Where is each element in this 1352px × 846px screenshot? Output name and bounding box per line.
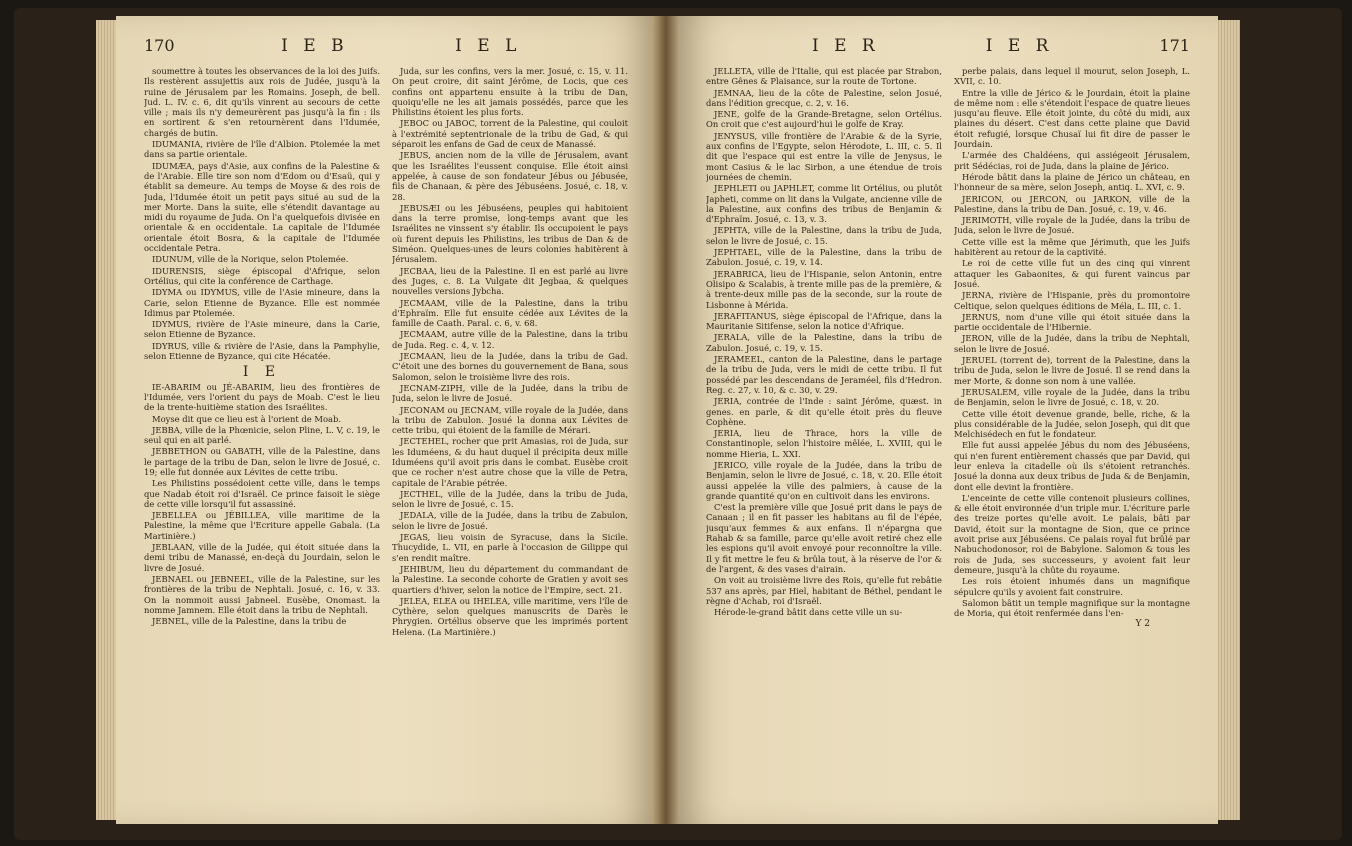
entry-paragraph: JERICO, ville royale de la Judée, dans la tribu de Benjamin, selon le livre de Josué, c. 18, v. 20. Elle étoit aussi appelée la ville des palmiers, à cause de la grande quantité qu'on en cultivoit dans les environs. — [706, 459, 942, 501]
entry-paragraph: JECTHEL, ville de la Judée, dans la tribu de Juda, selon le livre de Josué, c. 15. — [392, 488, 628, 510]
entry-paragraph: IDYMUS, rivière de l'Asie mineure, dans la Carie, selon Etienne de Byzance. — [144, 319, 380, 340]
entry-paragraph: Entre la ville de Jérico & le Jourdain, étoit la plaine de même nom : elle s'étendoit l'espace de quatre lieues jusqu'au fleuve. Elle étoit jointe, du côté du midi, aux plaines du désert. C'est dans cette plaine que David étoit refugié, lorsque Chusaï lui fit dire de passer le Jourdain. — [954, 87, 1190, 150]
left-running-head — [144, 36, 628, 62]
entry-paragraph: JENYSUS, ville frontière de l'Arabie & de la Syrie, aux confins de l'Egypte, selon Hérodote, L. III, c. 5. Il dit que l'espace qui est entre la ville de Jenysus, le mont Casius & le lac Sirbon, a une étendue de trois journées de chemin. — [706, 130, 942, 182]
entry-paragraph: Le roi de cette ville fut un des cinq qui vinrent attaquer les Gabaonites, & qui furent vaincus par Josué. — [954, 258, 1190, 289]
entry-paragraph: JERNUS, nom d'une ville qui étoit située dans la partie occidentale de l'Hibernie. — [954, 311, 1190, 333]
entry-paragraph: JERIA, lieu de Thrace, hors la ville de Constantinople, selon l'histoire mêlée, L. XVIII, qui le nomme Hieria, L. XXI. — [706, 428, 942, 459]
book-gutter — [652, 16, 680, 824]
entry-paragraph: JERIMOTH, ville royale de la Judée, dans la tribu de Juda, selon le livre de Josué. — [954, 215, 1190, 236]
header-right: I E R — [985, 36, 1054, 56]
entry-paragraph: JEMNAA, lieu de la côte de Palestine, selon Josué, dans l'édition grecque, c. 2, v. 16. — [706, 87, 942, 108]
entry-paragraph: Les Philistins possédoient cette ville, dans le temps que Nadab étoit roi d'Israël. Ce prince faisoit le siège de cette ville lorsqu'il fut assassiné. — [144, 478, 380, 509]
entry-paragraph: IE-ABARIM ou JÉ-ABARIM, lieu des frontières de l'Idumée, vers l'orient du pays de Moab. C'est le lieu de la trente-huitième station des Israélites. — [144, 381, 380, 413]
entry-paragraph: Les rois étoient inhumés dans un magnifique sépulcre qu'ils y avoient fait construire. — [954, 576, 1190, 597]
entry-paragraph: JECTEHEL, rocher que prit Amasias, roi de Juda, sur les Iduméens, & du haut duquel il précipita deux mille Iduméens qu'il avoit pris dans le combat. Eusèbe croit que ce rocher n'est autre chose que la ville de Petra, capitale de l'Arabie pétrée. — [392, 436, 628, 488]
entry-paragraph: IDURENSIS, siège épiscopal d'Afrique, selon Ortélius, qui cite la conférence de Carthage. — [144, 265, 380, 286]
entry-paragraph: JEBUSÆI ou les Jébuséens, peuples qui habitoient dans la terre promise, long-temps avant que les Israélites ne vinssent s'y établir. Ils occupoient le pays où furent depuis les Philistins, les tribus de Dan & de Siméon. Quelques-unes de leurs colonies habitèrent à Jérusalem. — [392, 202, 628, 265]
entry-paragraph: JECMAAM, autre ville de la Palestine, dans la tribu de Juda. Reg. c. 4, v. 12. — [392, 329, 628, 350]
entry-paragraph: JERAFITANUS, siège épiscopal de l'Afrique, dans la Mauritanie Sitifense, selon la notice d'Afrique. — [706, 310, 942, 332]
entry-paragraph: Salomon bâtit un temple magnifique sur la montagne de Moria, qui étoit renfermée dans l'en- — [954, 597, 1190, 619]
header-right: I E L — [455, 36, 522, 56]
entry-paragraph: IDYMA ou IDYMUS, ville de l'Asie mineure, dans la Carie, selon Etienne de Byzance. Elle est nommée Idimus par Ptolemée. — [144, 287, 380, 318]
entry-paragraph: JERNA, rivière de l'Hispanie, près du promontoire Celtique, selon quelques éditions de Méla, L. III, c. 1. — [954, 290, 1190, 311]
entry-paragraph: JEBUS, ancien nom de la ville de Jérusalem, avant que les Israélites l'eussent conquise. Elle étoit ainsi appelée, à cause de son fondateur Jébus ou Jébusée, fils de Chanaan, & père des Jébuséens. Josué, c. 18, v. 28. — [392, 150, 628, 202]
entry-paragraph: JEBNEL, ville de la Palestine, dans la tribu de — [152, 616, 347, 627]
entry-paragraph: Cette ville est la même que Jérimuth, que les Juifs habitèrent au retour de la captivité. — [954, 236, 1190, 258]
entry-paragraph: C'est la première ville que Josué prit dans le pays de Canaan ; il en fit passer les habitans au fil de l'épée, jusqu'aux femmes & aux enfans. Il n'épargna que Rahab & sa famille, parce qu'elle avoit retiré chez elle les espions qu'il avoit envoyé pour reconnoître la ville. Il y fit mettre le feu & brûla tout, à la réserve de l'or & de l'argent, & des vases d'airain. — [706, 502, 942, 574]
entry-paragraph: JERABRICA, lieu de l'Hispanie, selon Antonin, entre Olisipo & Scalabis, à trente mille pas de la première, & à trente-deux mille pas de la seconde, sur la route de Lisbonne à Mérida. — [706, 268, 942, 310]
entry-paragraph: L'enceinte de cette ville contenoit plusieurs collines, & elle étoit environnée d'un triple mur. L'écriture parle des treize portes qu'elle avoit. Le palais, bâti par David, étoit sur la montagne de Sion, que ce prince avoit prise aux Jébuséens. Ce palais royal fut brûlé par Nabuchodonosor, roi de Babylone. Salomon & tous les rois de Juda, ses successeurs, y avoient fait leur demeure, jusqu'à la chûte du royaume. — [954, 492, 1190, 575]
entry-paragraph: JERAMEEL, canton de la Palestine, dans le partage de la tribu de Juda, vers le midi de cette tribu. Il fut possédé par les descendans de Jeraméel, fils d'Hedron. Reg. c. 27, v. 10, & c. 30, v. 29. — [706, 354, 942, 395]
entry-paragraph: JEBBA, ville de la Phœnicie, selon Pline, L. V, c. 19, le seul qui en ait parlé. — [144, 424, 380, 446]
entry-paragraph: JECNAM-ZIPH, ville de la Judée, dans la tribu de Juda, selon le livre de Josué. — [392, 382, 628, 404]
entry-paragraph: JEHIBUM, lieu du département du commandant de la Palestine. La seconde cohorte de Gratien y avoit ses quartiers d'hiver, selon la notice de l'Empire, sect. 21. — [392, 563, 628, 595]
entry-paragraph: JEBNAEL ou JEBNEEL, ville de la Palestine, sur les frontières de la tribu de Nephtali. Josué, c. 16, v. 33. On la nommoit aussi Jabneel. Eusèbe, Onomast. la nomme Jamnem. Elle étoit dans la tribu de Nephtali. — [144, 573, 380, 615]
right-running-head — [706, 36, 1190, 62]
entry-paragraph: IDUNUM, ville de la Norique, selon Ptolemée. — [152, 254, 349, 265]
entry-paragraph: Juda, sur les confins, vers la mer. Josué, c. 15, v. 11. On peut croire, dit saint Jérôme, de Locis, que ces confins ont appartenu ensuite à la tribu de Dan, quoiqu'elle ne les ait jamais possédés, parce que les Philistins étoient les plus forts. — [392, 66, 628, 118]
entry-paragraph: JERUSALEM, ville royale de la Judée, dans la tribu de Benjamin, selon le livre de Josué, c. 18, v. 20. — [954, 386, 1190, 408]
entry-paragraph: JEBELLEA ou JÉBILLEA, ville maritime de la Palestine, la même que l'Ecriture appelle Gabala. (La Martinière.) — [144, 510, 380, 541]
entry-paragraph: Cette ville étoit devenue grande, belle, riche, & la plus considérable de la Judée, selon Joseph, qui dit que Melchisédech en fut le fondateur. — [954, 408, 1190, 440]
column — [706, 66, 942, 824]
right-page — [678, 16, 1218, 824]
page-number: 171 — [1159, 36, 1190, 55]
left-page-edges — [96, 20, 118, 820]
entry-paragraph: JEDALA, ville de la Judée, dans la tribu de Zabulon, selon le livre de Josué. — [392, 510, 628, 531]
section-heading: I E — [242, 364, 282, 381]
entry-paragraph: Hérode bâtit dans la plaine de Jérico un château, en l'honneur de sa mère, selon Joseph, antiq. L. XVI, c. 9. — [954, 171, 1190, 193]
entry-paragraph: On voit au troisième livre des Rois, qu'elle fut rebâtie 537 ans après, par Hiel, habitant de Béthel, pendant le règne d'Achab, roi d'Israël. — [706, 575, 942, 606]
signature-mark: Y 2 — [1135, 619, 1150, 630]
entry-paragraph: JEBLAAN, ville de la Judée, qui étoit située dans la demi tribu de Manassé, en-deçà du Jourdain, selon le livre de Josué. — [144, 542, 380, 573]
entry-paragraph: Hérode-le-grand bâtit dans cette ville un su- — [714, 607, 903, 618]
entry-paragraph: JEBOC ou JABOC, torrent de la Palestine, qui couloit à l'extrémité septentrionale de la tribu de Gad, & qui séparoit les enfans de Gad de ceux de Manassé. — [392, 118, 628, 150]
column — [144, 66, 380, 824]
entry-paragraph: JECBAA, lieu de la Palestine. Il en est parlé au livre des Juges, c. 8. La Vulgate dit Jegbaa, & quelques nouvelles versions Jybcha. — [392, 265, 628, 297]
entry-paragraph: L'armée des Chaldéens, qui assiégeoit Jérusalem, prit Sédécias, roi de Juda, dans la plaine de Jérico. — [954, 150, 1190, 171]
entry-paragraph: JERIA, contrée de l'Inde : saint Jérôme, quæst. in genes. en parle, & dit qu'elle étoit près du fleuve Cophène. — [706, 396, 942, 427]
entry-paragraph: JECMAAM, ville de la Palestine, dans la tribu d'Ephraïm. Elle fut ensuite cédée aux Lévites de la famille de Caath. Paral. c. 6, v. 68. — [392, 297, 628, 329]
entry-paragraph: JERUEL (torrent de), torrent de la Palestine, dans la tribu de Juda, selon le livre de Josué. Il se rend dans la mer Morte, & donne son nom à une vallée. — [954, 355, 1190, 386]
header-left: I E R — [811, 36, 880, 56]
entry-paragraph: IDYRUS, ville & rivière de l'Asie, dans la Pamphylie, selon Etienne de Byzance, qui cite Hécatée. — [144, 340, 380, 362]
entry-paragraph: perbe palais, dans lequel il mourut, selon Joseph, L. XVII, c. 10. — [954, 66, 1190, 87]
entry-paragraph: soumettre à toutes les observances de la loi des Juifs. Ils restèrent assujettis aux rois de Judée, jusqu'à la ruine de Jérusalem par les Romains. Joseph, de bell. Jud. L. IV. c. 6, dit qu'ils vinrent au secours de cette ville ; mais ils n'y demeurèrent pas jusqu'à la fin : ils en sortirent & s'en retournèrent dans l'Idumée, chargés de butin. — [144, 66, 380, 138]
entry-paragraph: IDUMÆA, pays d'Asie, aux confins de la Palestine & de l'Arabie. Elle tire son nom d'Edom ou d'Esaü, qui y établit sa demeure. Au temps de Moyse & des rois de Juda, l'Idumée étoit un petit pays situé au sud de la mer Morte. Dans la suite, elle s'étendit davantage au midi du royaume de Juda. On l'a quelquefois divisée en orientale & en occidentale. La capitale de l'Idumée orientale étoit Bosra, & la capitale de l'Idumée occidentale Petra. — [144, 160, 380, 254]
entry-paragraph: JENE, golfe de la Grande-Bretagne, selon Ortélius. On croit que c'est aujourd'hui le golfe de Kray. — [706, 109, 942, 130]
entry-paragraph: JEGAS, lieu voisin de Syracuse, dans la Sicile. Thucydide, L. VII, en parle à l'occasion de Gilippe qui s'en rendit maître. — [392, 532, 628, 563]
entry-paragraph: Moyse dit que ce lieu est à l'orient de Moab. — [152, 413, 342, 424]
entry-paragraph: JECMAAN, lieu de la Judée, dans la tribu de Gad. C'étoit une des bornes du gouvernement de Bana, sous Salomon, selon le troisième livre des rois. — [392, 351, 628, 382]
entry-paragraph: JECONAM ou JECNAM, ville royale de la Judée, dans la tribu de Zabulon. Josué la donna aux Lévites de cette tribu, qui étoient de la famille de Mérari. — [392, 404, 628, 436]
entry-paragraph: JEPHTAEL, ville de la Palestine, dans la tribu de Zabulon. Josué, c. 19, v. 14. — [706, 247, 942, 268]
header-left: I E B — [281, 36, 349, 56]
entry-paragraph: Elle fut aussi appelée Jébus du nom des Jébuséens, qui n'en furent entièrement chassés que par David, qui leur enleva la citadelle où ils s'étoient retranchés. Josué la donna aux deux tribus de Juda & de Benjamin, dont elle devint la frontière. — [954, 440, 1190, 492]
entry-paragraph: IDUMANIA, rivière de l'île d'Albion. Ptolemée la met dans sa partie orientale. — [144, 139, 380, 160]
entry-paragraph: JERON, ville de la Judée, dans la tribu de Nephtali, selon le livre de Josué. — [954, 333, 1190, 354]
entry-paragraph: JEPHLETI ou JAPHLET, comme lit Ortélius, ou plutôt Japheti, comme on lit dans la Vulgate, ancienne ville de la Palestine, aux confins des tribus de Benjamin & d'Ephraïm. Josué, c. 13, v. 3. — [706, 183, 942, 225]
entry-paragraph: JEBBETHON ou GABATH, ville de la Palestine, dans le partage de la tribu de Dan, selon le livre de Josué, c. 19; elle fut donnée aux Lévites de cette tribu. — [144, 446, 380, 477]
entry-paragraph: JELLETA, ville de l'Italie, qui est placée par Strabon, entre Gênes & Plaisance, sur la route de Tortone. — [706, 66, 942, 87]
entry-paragraph: JERALA, ville de la Palestine, dans la tribu de Zabulon. Josué, c. 19, v. 15. — [706, 332, 942, 353]
entry-paragraph: JEPHTA, ville de la Palestine, dans la tribu de Juda, selon le livre de Josué, c. 15. — [706, 225, 942, 246]
column — [392, 66, 628, 824]
column — [954, 66, 1190, 824]
page-number: 170 — [144, 36, 175, 55]
right-page-edges — [1216, 20, 1240, 820]
entry-paragraph: JELEA, ELEA ou IHELEA, ville maritime, vers l'île de Cythère, selon quelques manuscrits de Darès le Phrygien. Ortélius observe que les imprimés portent Helena. (La Martinière.) — [392, 595, 628, 637]
entry-paragraph: JERICON, ou JERCON, ou JARKON, ville de la Palestine, dans la tribu de Dan. Josué, c. 19, v. 46. — [954, 193, 1190, 214]
left-page — [116, 16, 656, 824]
